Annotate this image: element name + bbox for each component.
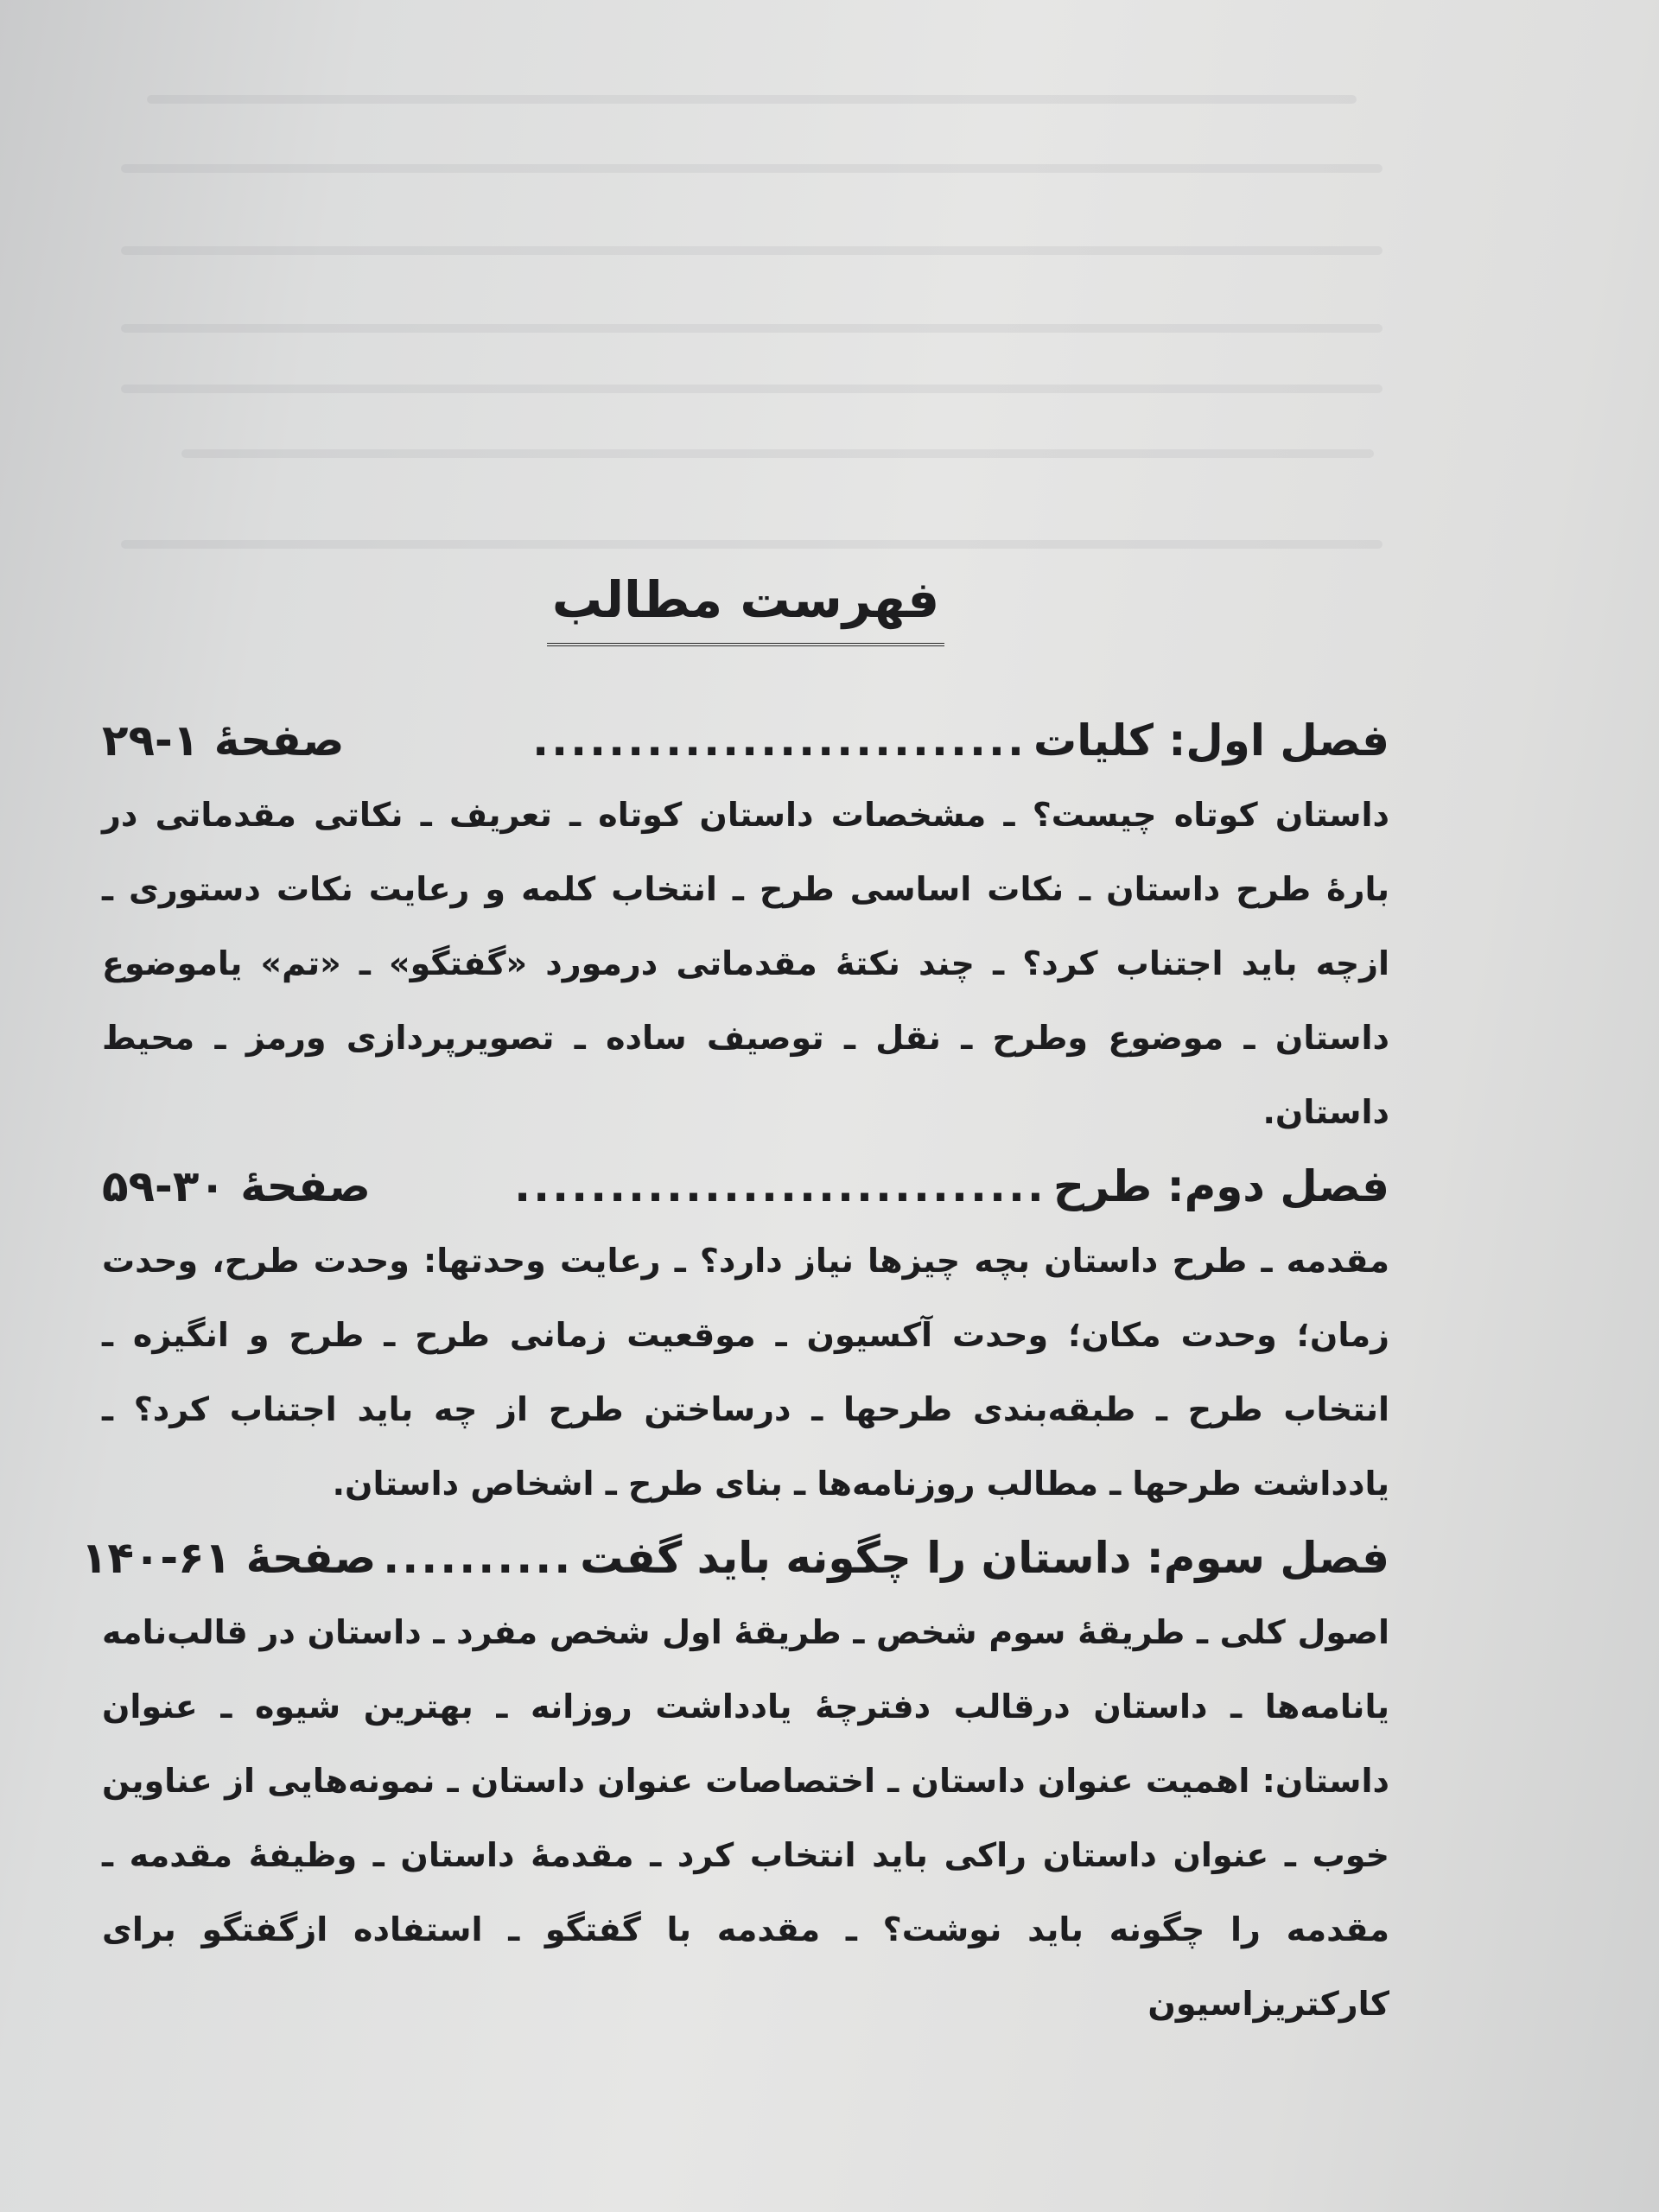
page-title: فهرست مطالب <box>547 570 944 646</box>
toc-heading <box>102 570 1389 646</box>
chapter-title: فصل سوم: داستان را چگونه باید گفت <box>580 1533 1389 1583</box>
page-range: صفحهٔ ۱-۲۹ <box>102 715 345 766</box>
leader-dots: .......................... <box>532 715 1027 766</box>
leader-dots: .......... <box>383 1533 574 1583</box>
bleed-through-line <box>121 164 1382 173</box>
chapter-title: فصل اول: کلیات <box>1033 715 1389 766</box>
bleed-through-line <box>147 95 1357 104</box>
page-range: صفحهٔ ۳۰-۵۹ <box>102 1161 371 1211</box>
chapter-title: فصل دوم: طرح <box>1052 1161 1389 1211</box>
leader-dots: ............................ <box>514 1161 1046 1211</box>
bleed-through-line <box>121 385 1382 393</box>
chapter-summary-2: مقدمه ـ طرح داستان بچه چیزها نیاز دارد؟ ـ رعایت وحدتها: وحدت طرح، وحدت زمان؛ وحدت مکان؛ وحدت آکسیون ـ موقعیت زمانی طرح ـ طرح و انگیزه ـ انتخاب طرح ـ طبقه‌بندی طرحها ـ درساختن طرح از چه باید اجتناب کرد؟ ـ یادداشت طرحها ـ مطالب روزنامه‌ها ـ بنای طرح ـ اشخاص داستان. <box>102 1242 1389 1503</box>
chapter-heading-1 <box>102 715 1389 766</box>
page-range: صفحهٔ ۶۱-۱۴۰ <box>80 1533 377 1583</box>
chapter-summary-3: اصول کلی ـ طریقهٔ سوم شخص ـ طریقهٔ اول شخص مفرد ـ داستان در قالب‌نامه یانامه‌ها ـ داستان درقالب دفترچهٔ یادداشت روزانه ـ بهترین شیوه ـ عنوان داستان: اهمیت عنوان داستان ـ اختصاصات عنوان داستان ـ نمونه‌هایی از عناوین خوب ـ عنوان داستان راکی باید انتخاب کرد ـ مقدمهٔ داستان ـ وظیفهٔ مقدمه ـ مقدمه را چگونه باید نوشت؟ ـ مقدمه با گفتگو ـ استفاده ازگفتگو برای کارکتریزاسیون <box>102 1613 1389 2023</box>
bleed-through-line <box>121 324 1382 333</box>
bleed-through-line <box>181 449 1374 458</box>
chapter-heading-3 <box>80 1533 1389 1583</box>
bleed-through-line <box>121 540 1382 549</box>
bleed-through-line <box>121 246 1382 255</box>
chapter-summary-1: داستان کوتاه چیست؟ ـ مشخصات داستان کوتاه ـ تعریف ـ نکاتی مقدماتی در بارهٔ طرح داستان ـ نکات اساسی طرح ـ انتخاب کلمه و رعایت نکات دستوری ـ ازچه باید اجتناب کرد؟ ـ چند نکتهٔ مقدماتی درمورد «گفتگو» ـ «تم» یاموضوع داستان ـ موضوع وطرح ـ نقل ـ توصیف ساده ـ تصویرپردازی ورمز ـ محیط داستان. <box>102 796 1389 1131</box>
chapter-heading-2 <box>102 1161 1389 1211</box>
table-of-contents <box>80 570 1389 2050</box>
